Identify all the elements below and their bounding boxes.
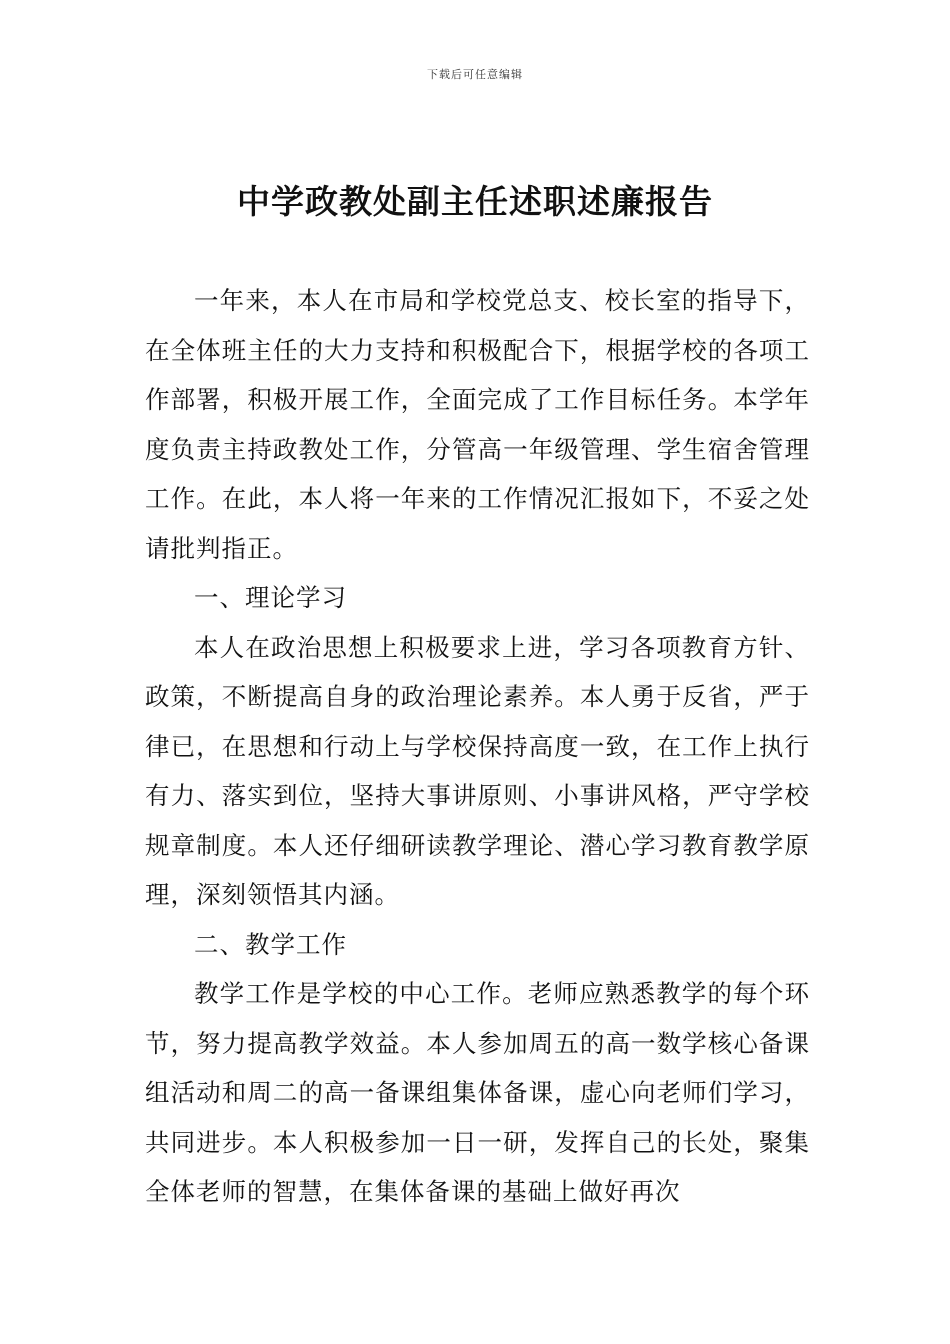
section-heading-theory: 一、理论学习 xyxy=(194,583,347,612)
document-title: 中学政教处副主任述职述廉报告 xyxy=(237,182,713,221)
paragraph-teaching: 教学工作是学校的中心工作。老师应熟悉教学的每个环节，努力提高教学效益。本人参加周五的高一数学核心备课组活动和周二的高一备课组集体备课，虚心向老师们学习，共同进步。本人积极参加一日一研，发挥自己的长处，聚集全体老师的智慧，在集体备课的基础上做好再次 xyxy=(145,979,810,1206)
paragraph-theory: 本人在政治思想上积极要求上进，学习各项教育方针、政策，不断提高自身的政治理论素养。本人勇于反省，严于律已，在思想和行动上与学校保持高度一致，在工作上执行有力、落实到位，坚持大事讲原则、小事讲风格，严守学校规章制度。本人还仔细研读教学理论、潜心学习教育教学原理，深刻领悟其内涵。 xyxy=(145,632,810,909)
paragraph-intro: 一年来，本人在市局和学校党总支、校长室的指导下，在全体班主任的大力支持和积极配合下，根据学校的各项工作部署，积极开展工作，全面完成了工作目标任务。本学年度负责主持政教处工作，分管高一年级管理、学生宿舍管理工作。在此，本人将一年来的工作情况汇报如下，不妥之处请批判指正。 xyxy=(145,286,810,563)
header-note: 下载后可任意编辑 xyxy=(427,68,523,81)
document-body xyxy=(145,276,810,1217)
section-heading-teaching: 二、教学工作 xyxy=(194,929,347,959)
